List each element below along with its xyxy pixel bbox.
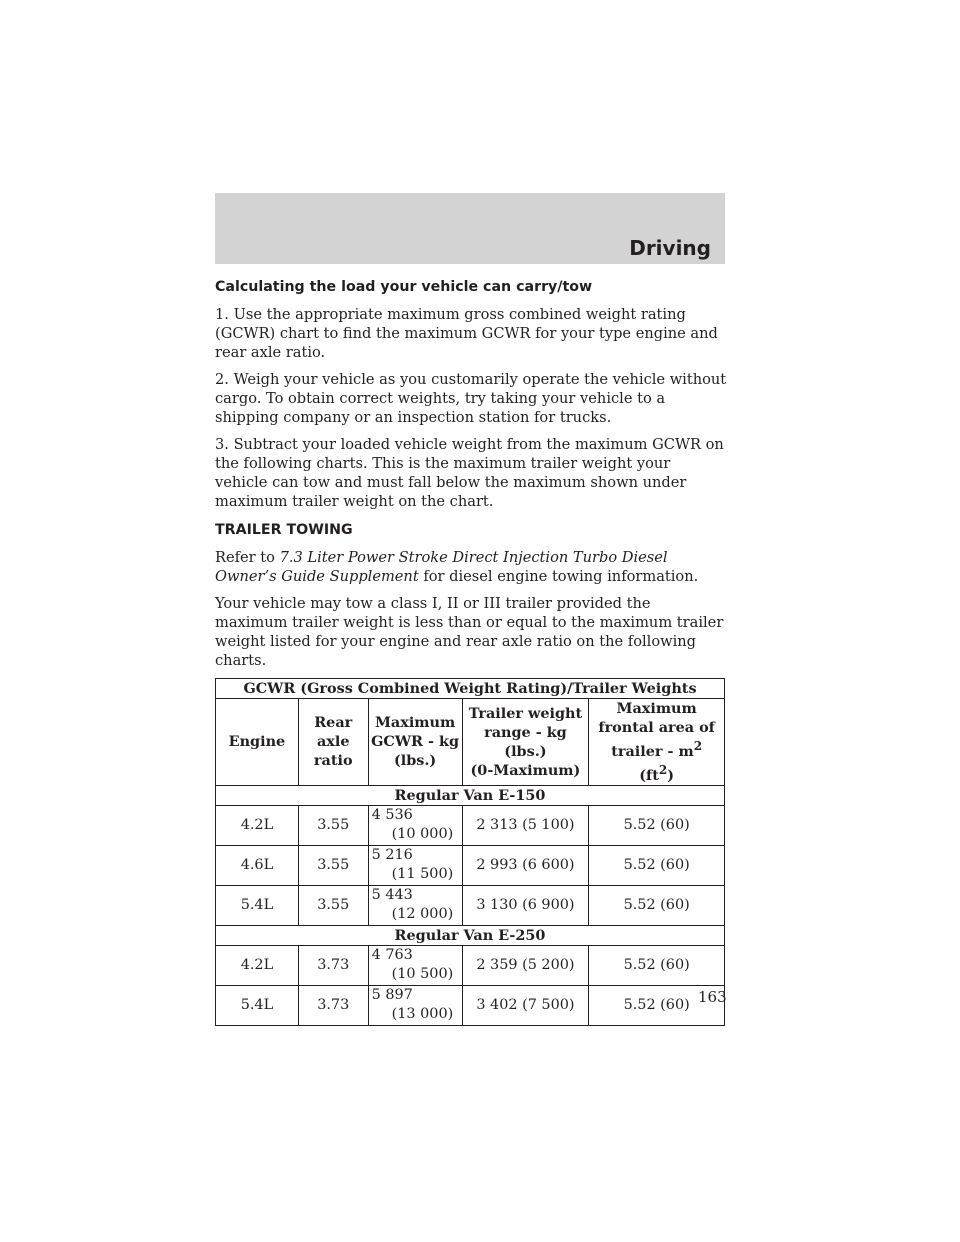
cell-gcwr: 5 443 (12 000) bbox=[368, 885, 462, 925]
group-row bbox=[216, 785, 725, 805]
cell-engine: 4.6L bbox=[216, 845, 299, 885]
cell-ratio: 3.73 bbox=[298, 945, 368, 985]
cell-trailer-weight: 2 359 (5 200) bbox=[462, 945, 589, 985]
cell-frontal-area: 5.52 (60) bbox=[589, 845, 725, 885]
table-row bbox=[216, 945, 725, 985]
refer-paragraph bbox=[215, 548, 727, 586]
page-content bbox=[215, 278, 727, 1026]
table-header-row bbox=[216, 699, 725, 786]
gcwr-table bbox=[215, 678, 725, 1026]
cell-gcwr: 4 763 (10 500) bbox=[368, 945, 462, 985]
towing-heading: TRAILER TOWING bbox=[215, 522, 353, 538]
group-name: Regular Van E-150 bbox=[216, 785, 725, 805]
group-name: Regular Van E-250 bbox=[216, 925, 725, 945]
col-header-frontal-area: Maximum frontal area of trailer - $m^2$ $(ft^2)$ bbox=[589, 699, 725, 786]
cell-trailer-weight: 2 993 (6 600) bbox=[462, 845, 589, 885]
calc-step-3: 3. Subtract your loaded vehicle weight from the maximum GCWR on the following charts. This is the maximum trailer weight your vehicle can tow and must fall below the maximum shown under maximum trailer weight on the chart. bbox=[215, 436, 724, 510]
col-header-engine: Engine bbox=[216, 699, 299, 786]
cell-frontal-area: 5.52 (60) bbox=[589, 885, 725, 925]
table-title-row bbox=[216, 679, 725, 699]
cell-trailer-weight: 3 402 (7 500) bbox=[462, 985, 589, 1025]
cell-engine: 4.2L bbox=[216, 805, 299, 845]
cell-trailer-weight: 2 313 (5 100) bbox=[462, 805, 589, 845]
cell-trailer-weight: 3 130 (6 900) bbox=[462, 885, 589, 925]
col-header-gcwr: Maximum GCWR - kg (lbs.) bbox=[368, 699, 462, 786]
section-title: Driving bbox=[629, 236, 711, 260]
group-row bbox=[216, 925, 725, 945]
cell-frontal-area: 5.52 (60) bbox=[589, 805, 725, 845]
cell-gcwr: 5 216 (11 500) bbox=[368, 845, 462, 885]
calc-step-2: 2. Weigh your vehicle as you customarily operate the vehicle without cargo. To obtain correct weights, try taking your vehicle to a shipping company or an inspection station for trucks. bbox=[215, 371, 727, 426]
table-title: GCWR (Gross Combined Weight Rating)/Trailer Weights bbox=[216, 679, 725, 699]
table-row bbox=[216, 805, 725, 845]
calc-step-1: 1. Use the appropriate maximum gross combined weight rating (GCWR) chart to find the maximum GCWR for your type engine and rear axle ratio. bbox=[215, 306, 718, 361]
page-number: 163 bbox=[698, 988, 727, 1006]
refer-prefix: Refer to bbox=[215, 549, 275, 566]
table-row bbox=[216, 985, 725, 1025]
cell-ratio: 3.73 bbox=[298, 985, 368, 1025]
cell-ratio: 3.55 bbox=[298, 845, 368, 885]
col-header-trailer-weight: Trailer weight range - kg (lbs.) (0-Maximum) bbox=[462, 699, 589, 786]
cell-frontal-area: 5.52 (60) bbox=[589, 945, 725, 985]
cell-gcwr: 5 897 (13 000) bbox=[368, 985, 462, 1025]
calc-heading: Calculating the load your vehicle can carry/tow bbox=[215, 279, 593, 295]
section-header-band bbox=[215, 193, 725, 264]
cell-gcwr: 4 536 (10 000) bbox=[368, 805, 462, 845]
cell-ratio: 3.55 bbox=[298, 805, 368, 845]
refer-suffix: for diesel engine towing information. bbox=[423, 568, 699, 585]
cell-ratio: 3.55 bbox=[298, 885, 368, 925]
class-paragraph: Your vehicle may tow a class I, II or III trailer provided the maximum trailer weight is less than or equal to the maximum trailer weight listed for your engine and rear axle ratio on the following charts. bbox=[215, 595, 724, 669]
refer-guide-title: 7.3 Liter Power Stroke Direct Injection Turbo Diesel Owner’s Guide Supplement bbox=[215, 549, 668, 585]
table-row bbox=[216, 885, 725, 925]
cell-engine: 5.4L bbox=[216, 885, 299, 925]
table-row bbox=[216, 845, 725, 885]
col-header-ratio: Rear axle ratio bbox=[298, 699, 368, 786]
cell-engine: 5.4L bbox=[216, 985, 299, 1025]
cell-frontal-area: 5.52 (60) bbox=[589, 985, 725, 1025]
cell-engine: 4.2L bbox=[216, 945, 299, 985]
